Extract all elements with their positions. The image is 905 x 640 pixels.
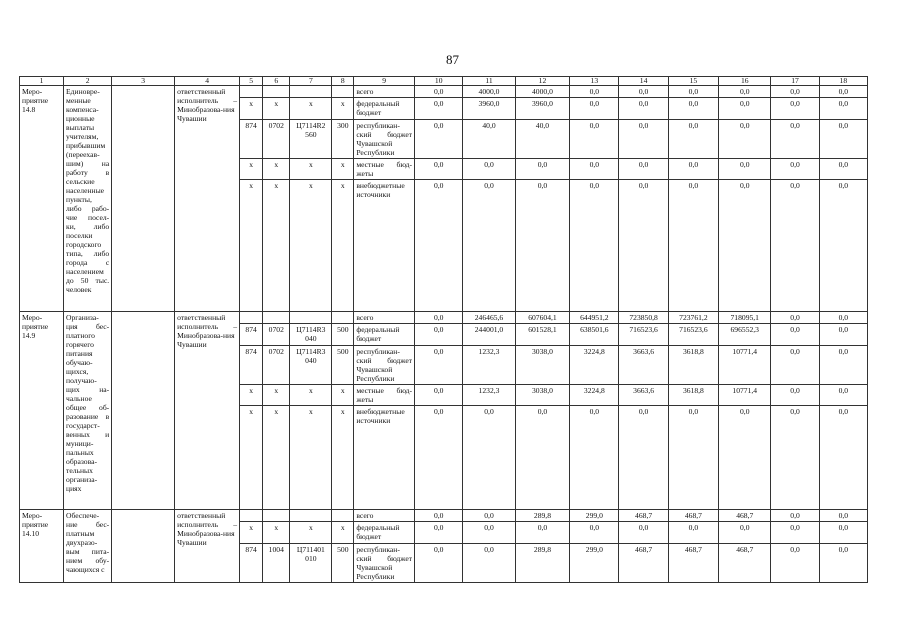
amount-cell: 0,0	[415, 180, 463, 312]
code-grbs: 874	[240, 544, 263, 583]
amount-cell: 644951,2	[570, 312, 619, 324]
amount-cell: 0,0	[819, 510, 867, 522]
funding-source: федеральный бюджет	[354, 522, 415, 544]
amount-cell: 0,0	[819, 346, 867, 385]
amount-cell: 3038,0	[515, 346, 570, 385]
amount-cell: 0,0	[719, 86, 771, 98]
amount-cell: 716523,6	[619, 324, 668, 346]
amount-cell: 0,0	[463, 180, 515, 312]
amount-cell: 0,0	[415, 522, 463, 544]
amount-cell: 0,0	[819, 522, 867, 544]
measure-col3	[112, 312, 175, 510]
amount-cell: 299,0	[570, 510, 619, 522]
amount-cell: 40,0	[463, 120, 515, 159]
measure-name: Организа-ция бес-платного горячего питания обучаю-щихся, получаю-щих на-чальное общее об-разование в государст-венных и муници-пальных образова-тельных организа-циях	[64, 312, 112, 510]
code-expense-group: 500	[332, 346, 354, 385]
code-grbs: 874	[240, 346, 263, 385]
amount-cell: 0,0	[415, 120, 463, 159]
amount-cell: 0,0	[719, 180, 771, 312]
amount-cell: 0,0	[668, 98, 718, 120]
header-cell: 15	[668, 77, 718, 86]
code-target-article	[290, 312, 332, 324]
funding-source: местные бюд-жеты	[354, 159, 415, 180]
code-expense-group: 500	[332, 324, 354, 346]
code-expense-group: x	[332, 159, 354, 180]
responsible-executor: ответственный исполнитель – Минобразова-ния Чувашии	[175, 510, 240, 583]
amount-cell: 0,0	[771, 98, 819, 120]
code-target-article: x	[290, 159, 332, 180]
amount-cell: 0,0	[619, 98, 668, 120]
header-cell: 2	[64, 77, 112, 86]
amount-cell: 3960,0	[515, 98, 570, 120]
amount-cell: 0,0	[819, 86, 867, 98]
funding-source: федеральный бюджет	[354, 324, 415, 346]
amount-cell: 4000,0	[515, 86, 570, 98]
amount-cell: 0,0	[819, 406, 867, 510]
header-cell: 14	[619, 77, 668, 86]
amount-cell: 0,0	[819, 120, 867, 159]
code-grbs	[240, 312, 263, 324]
amount-cell: 468,7	[668, 510, 718, 522]
header-cell: 16	[719, 77, 771, 86]
header-cell: 11	[463, 77, 515, 86]
table-row	[20, 86, 868, 98]
code-section: 0702	[263, 346, 290, 385]
amount-cell: 0,0	[719, 522, 771, 544]
amount-cell: 0,0	[619, 522, 668, 544]
amount-cell: 696552,3	[719, 324, 771, 346]
funding-source: республикан-ский бюджет Чувашской Республики	[354, 120, 415, 159]
amount-cell: 0,0	[463, 522, 515, 544]
funding-source: местные бюд-жеты	[354, 385, 415, 406]
code-target-article: Ц7114R3 040	[290, 324, 332, 346]
code-section: 1004	[263, 544, 290, 583]
code-section	[263, 86, 290, 98]
code-target-article	[290, 510, 332, 522]
amount-cell: 0,0	[668, 522, 718, 544]
code-section: x	[263, 522, 290, 544]
amount-cell: 1232,3	[463, 346, 515, 385]
amount-cell: 0,0	[771, 120, 819, 159]
code-target-article: Ц7114R3 040	[290, 346, 332, 385]
amount-cell: 3224,8	[570, 346, 619, 385]
header-cell: 12	[515, 77, 570, 86]
amount-cell: 0,0	[570, 86, 619, 98]
amount-cell: 0,0	[570, 522, 619, 544]
amount-cell: 244001,0	[463, 324, 515, 346]
amount-cell: 3618,8	[668, 346, 718, 385]
header-cell: 1	[20, 77, 64, 86]
amount-cell: 289,8	[515, 510, 570, 522]
amount-cell: 718095,1	[719, 312, 771, 324]
code-section: 0702	[263, 120, 290, 159]
amount-cell: 40,0	[515, 120, 570, 159]
code-grbs: x	[240, 522, 263, 544]
amount-cell: 4000,0	[463, 86, 515, 98]
amount-cell: 0,0	[415, 544, 463, 583]
amount-cell: 10771,4	[719, 385, 771, 406]
responsible-executor: ответственный исполнитель – Минобразова-ния Чувашии	[175, 312, 240, 510]
amount-cell: 0,0	[463, 406, 515, 510]
amount-cell: 0,0	[719, 159, 771, 180]
code-section: x	[263, 98, 290, 120]
page-number: 87	[446, 52, 459, 67]
code-grbs: x	[240, 406, 263, 510]
code-expense-group	[332, 86, 354, 98]
amount-cell: 468,7	[719, 510, 771, 522]
funding-source: федеральный бюджет	[354, 98, 415, 120]
table-row	[20, 312, 868, 324]
header-cell: 6	[263, 77, 290, 86]
funding-source: всего	[354, 86, 415, 98]
code-grbs: 874	[240, 324, 263, 346]
amount-cell: 246465,6	[463, 312, 515, 324]
amount-cell: 0,0	[570, 406, 619, 510]
measure-name: Единовре-менные компенса-ционные выплаты учителям, прибывшим (переехав-шим) на работу в сельские населенные пункты, либо рабо-чие посел-ки, либо поселки городского типа, либо города с населением до 50 тыс. человек	[64, 86, 112, 312]
amount-cell: 0,0	[668, 86, 718, 98]
amount-cell: 0,0	[819, 98, 867, 120]
amount-cell: 289,8	[515, 544, 570, 583]
amount-cell: 0,0	[619, 86, 668, 98]
amount-cell: 0,0	[771, 86, 819, 98]
code-expense-group	[332, 510, 354, 522]
amount-cell: 0,0	[415, 406, 463, 510]
code-expense-group: 500	[332, 544, 354, 583]
code-grbs	[240, 510, 263, 522]
amount-cell: 0,0	[719, 120, 771, 159]
amount-cell: 0,0	[819, 324, 867, 346]
header-cell: 17	[771, 77, 819, 86]
amount-cell: 0,0	[819, 544, 867, 583]
code-section: x	[263, 385, 290, 406]
amount-cell: 0,0	[771, 544, 819, 583]
header-cell: 9	[354, 77, 415, 86]
amount-cell: 0,0	[570, 98, 619, 120]
code-section: 0702	[263, 324, 290, 346]
table-row	[20, 510, 868, 522]
amount-cell: 0,0	[570, 180, 619, 312]
code-section: x	[263, 159, 290, 180]
header-cell: 4	[175, 77, 240, 86]
code-expense-group: x	[332, 406, 354, 510]
amount-cell: 0,0	[771, 312, 819, 324]
amount-cell: 0,0	[668, 120, 718, 159]
header-cell: 8	[332, 77, 354, 86]
code-expense-group	[332, 312, 354, 324]
code-section: x	[263, 180, 290, 312]
amount-cell: 0,0	[463, 544, 515, 583]
amount-cell: 0,0	[819, 312, 867, 324]
code-section: x	[263, 406, 290, 510]
amount-cell: 723850,8	[619, 312, 668, 324]
measure-code: Меро-приятие 14.8	[20, 86, 64, 312]
header-cell: 3	[112, 77, 175, 86]
amount-cell: 0,0	[515, 406, 570, 510]
amount-cell: 0,0	[570, 159, 619, 180]
amount-cell: 0,0	[819, 180, 867, 312]
amount-cell: 0,0	[415, 86, 463, 98]
measure-code: Меро-приятие 14.10	[20, 510, 64, 583]
funding-source: внебюджетные источники	[354, 406, 415, 510]
amount-cell: 0,0	[463, 159, 515, 180]
code-expense-group: x	[332, 180, 354, 312]
header-cell: 5	[240, 77, 263, 86]
amount-cell: 0,0	[619, 120, 668, 159]
amount-cell: 3663,6	[619, 346, 668, 385]
header-cell: 18	[819, 77, 867, 86]
amount-cell: 3960,0	[463, 98, 515, 120]
amount-cell: 0,0	[570, 120, 619, 159]
amount-cell: 0,0	[771, 385, 819, 406]
code-grbs	[240, 86, 263, 98]
amount-cell: 0,0	[619, 159, 668, 180]
code-target-article: x	[290, 98, 332, 120]
amount-cell: 3618,8	[668, 385, 718, 406]
header-cell: 13	[570, 77, 619, 86]
amount-cell: 0,0	[819, 159, 867, 180]
amount-cell: 1232,3	[463, 385, 515, 406]
amount-cell: 0,0	[771, 346, 819, 385]
code-expense-group: 300	[332, 120, 354, 159]
amount-cell: 0,0	[415, 510, 463, 522]
amount-cell: 0,0	[415, 385, 463, 406]
measure-col3	[112, 510, 175, 583]
code-grbs: 874	[240, 120, 263, 159]
amount-cell: 0,0	[719, 406, 771, 510]
header-cell: 7	[290, 77, 332, 86]
amount-cell: 10771,4	[719, 346, 771, 385]
amount-cell: 0,0	[771, 180, 819, 312]
amount-cell: 0,0	[819, 385, 867, 406]
amount-cell: 299,0	[570, 544, 619, 583]
funding-source: республикан-ский бюджет Чувашской Республики	[354, 544, 415, 583]
amount-cell: 0,0	[668, 406, 718, 510]
amount-cell: 0,0	[415, 159, 463, 180]
code-section	[263, 312, 290, 324]
measure-col3	[112, 86, 175, 312]
amount-cell: 0,0	[719, 98, 771, 120]
amount-cell: 0,0	[515, 522, 570, 544]
amount-cell: 468,7	[619, 544, 668, 583]
amount-cell: 0,0	[771, 406, 819, 510]
funding-source: внебюджетные источники	[354, 180, 415, 312]
amount-cell: 0,0	[668, 159, 718, 180]
responsible-executor: ответственный исполнитель – Минобразова-ния Чувашии	[175, 86, 240, 312]
amount-cell: 723761,2	[668, 312, 718, 324]
code-grbs: x	[240, 98, 263, 120]
amount-cell: 0,0	[619, 406, 668, 510]
funding-source: республикан-ский бюджет Чувашской Республики	[354, 346, 415, 385]
header-row	[20, 77, 868, 86]
amount-cell: 601528,1	[515, 324, 570, 346]
amount-cell: 0,0	[771, 510, 819, 522]
amount-cell: 0,0	[415, 324, 463, 346]
amount-cell: 468,7	[619, 510, 668, 522]
amount-cell: 0,0	[668, 180, 718, 312]
amount-cell: 0,0	[771, 324, 819, 346]
budget-table	[19, 76, 868, 583]
code-target-article: x	[290, 406, 332, 510]
code-expense-group: x	[332, 385, 354, 406]
funding-source: всего	[354, 510, 415, 522]
amount-cell: 0,0	[415, 346, 463, 385]
amount-cell: 0,0	[463, 510, 515, 522]
code-target-article: x	[290, 385, 332, 406]
code-expense-group: x	[332, 522, 354, 544]
code-expense-group: x	[332, 98, 354, 120]
amount-cell: 0,0	[619, 180, 668, 312]
amount-cell: 3038,0	[515, 385, 570, 406]
code-target-article: Ц7114R2 560	[290, 120, 332, 159]
code-grbs: x	[240, 385, 263, 406]
code-grbs: x	[240, 159, 263, 180]
code-section	[263, 510, 290, 522]
amount-cell: 607604,1	[515, 312, 570, 324]
measure-name: Обеспече-ние бес-платным двухразо-вым пита-нием обу-чающихся с	[64, 510, 112, 583]
code-target-article: Ц711401 010	[290, 544, 332, 583]
funding-source: всего	[354, 312, 415, 324]
amount-cell: 3224,8	[570, 385, 619, 406]
amount-cell: 716523,6	[668, 324, 718, 346]
amount-cell: 0,0	[415, 312, 463, 324]
amount-cell: 0,0	[771, 522, 819, 544]
code-target-article	[290, 86, 332, 98]
amount-cell: 638501,6	[570, 324, 619, 346]
code-grbs: x	[240, 180, 263, 312]
amount-cell: 0,0	[515, 159, 570, 180]
header-cell: 10	[415, 77, 463, 86]
amount-cell: 0,0	[771, 159, 819, 180]
amount-cell: 468,7	[668, 544, 718, 583]
code-target-article: x	[290, 522, 332, 544]
amount-cell: 0,0	[515, 180, 570, 312]
amount-cell: 468,7	[719, 544, 771, 583]
measure-code: Меро-приятие 14.9	[20, 312, 64, 510]
amount-cell: 3663,6	[619, 385, 668, 406]
amount-cell: 0,0	[415, 98, 463, 120]
code-target-article: x	[290, 180, 332, 312]
